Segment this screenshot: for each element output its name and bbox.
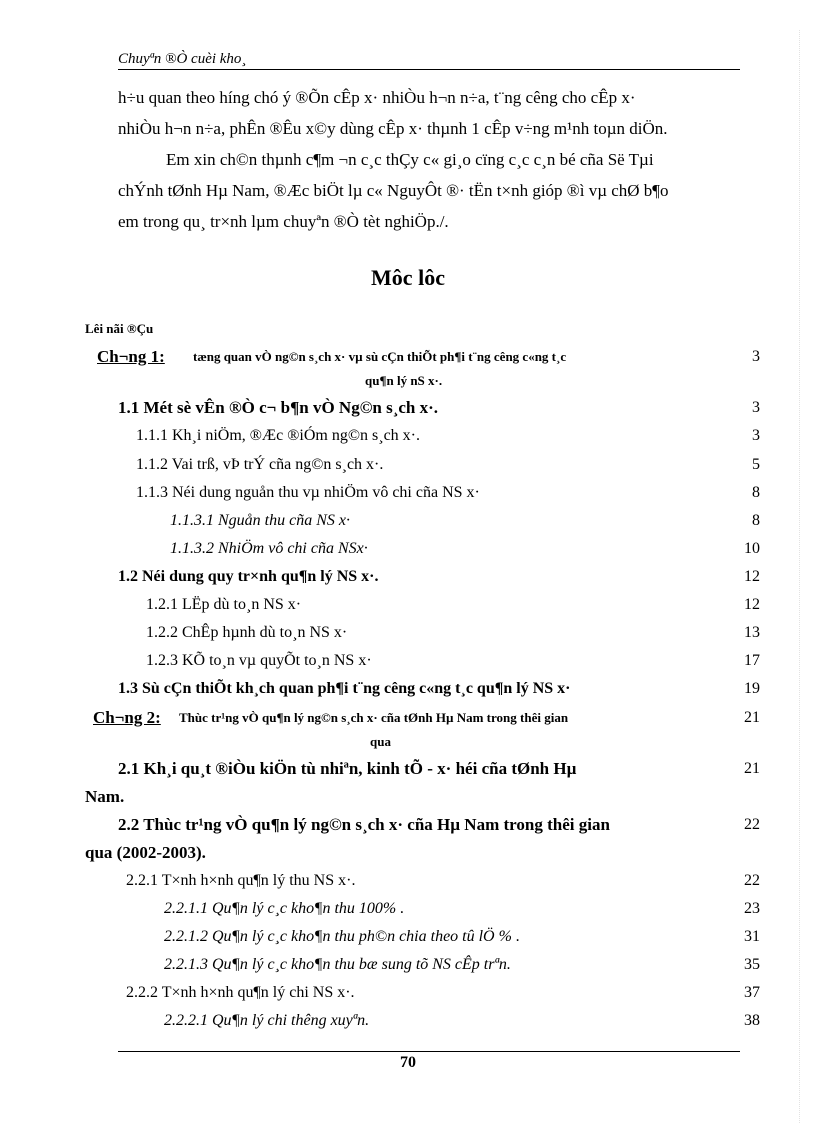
toc-page-number: 17	[744, 652, 760, 669]
toc-title: Môc lôc	[371, 265, 445, 290]
text-line: Em xin ch©n thµnh c¶m ¬n c¸c thÇy c« gi¸o cïng c¸c c¸n bé cña Së Tµi	[166, 150, 654, 169]
toc-page-number: 5	[752, 456, 760, 473]
toc-entry-text: 2.2.1.3 Qu¶n lý c¸c kho¶n thu bæ sung tõ NS cÊp trªn.	[164, 956, 511, 973]
toc-entry-1-1-1[interactable]	[85, 422, 760, 450]
toc-entry-text: 1.2 Néi dung quy tr×nh qu¶n lý NS x·.	[118, 568, 379, 585]
toc-entry-text: tæng quan vÒ ng©n s¸ch x· vµ sù cÇn thiÕt ph¶i t¨ng cêng c«ng t¸c	[193, 349, 567, 364]
running-header: Chuyªn ®Ò cuèi kho¸	[118, 50, 740, 70]
toc-entry-text-cont: qu¶n lý nS x·.	[365, 373, 443, 388]
toc-entry-2-2[interactable]	[85, 811, 760, 867]
toc-page-number: 23	[744, 900, 760, 917]
toc-entry-text: 2.2.1 T×nh h×nh qu¶n lý thu NS x·.	[126, 872, 356, 889]
toc-entry-text: 1.3 Sù cÇn thiÕt kh¸ch quan ph¶i t¨ng cêng c«ng t¸c qu¶n lý NS x·	[118, 680, 571, 697]
toc-entry-1-1-2[interactable]	[85, 451, 760, 479]
text-line: em trong qu¸ tr×nh lµm chuyªn ®Ò tèt nghiÖp./.	[118, 212, 449, 231]
page-edge	[799, 30, 800, 1123]
toc-entry-1-2-2[interactable]	[85, 619, 760, 647]
toc-page-number: 38	[744, 1012, 760, 1029]
text-line: h÷u quan theo híng chó ý ®Õn cÊp x· nhiÒu h¬n n÷a, t¨ng cêng cho cÊp x·	[118, 88, 636, 107]
toc-entry-2-2-1-1[interactable]	[85, 895, 760, 923]
toc-page-number: 31	[744, 928, 760, 945]
toc-intro-text: Lêi nãi ®Çu	[85, 321, 154, 336]
toc-page-number: 10	[744, 540, 760, 557]
toc-entry-text: Thùc tr¹ng vÒ qu¶n lý ng©n s¸ch x· cña tØnh Hµ Nam trong thêi gian	[179, 710, 569, 725]
toc-entry-1-1-3-2[interactable]	[85, 535, 760, 563]
toc-entry-text: 2.2.2 T×nh h×nh qu¶n lý chi NS x·.	[126, 984, 355, 1001]
toc-entry-1-2-3[interactable]	[85, 647, 760, 675]
toc-page-number: 22	[744, 872, 760, 889]
toc-entry-chapter-1[interactable]	[85, 343, 760, 391]
toc-entry-1-3[interactable]	[85, 675, 760, 703]
text-line: chÝnh tØnh Hµ Nam, ®Æc biÖt lµ c« NguyÔt ®· tËn t×nh gióp ®ì vµ chØ b¶o	[118, 181, 669, 200]
toc-entry-text: 1.1.3.1 Nguån thu cña NS x·	[170, 512, 350, 529]
toc-page-number: 19	[744, 680, 760, 697]
toc-entry-text: 2.2.1.1 Qu¶n lý c¸c kho¶n thu 100% .	[164, 900, 405, 917]
toc-intro[interactable]	[85, 315, 760, 343]
toc-page-number: 22	[744, 816, 760, 833]
toc-page-number: 3	[752, 427, 760, 444]
toc-entry-text: 1.1.3.2 NhiÖm vô chi cña NSx·	[170, 540, 368, 557]
toc-page-number: 13	[744, 624, 760, 641]
page-number: 70	[400, 1054, 416, 1071]
toc-page-number: 12	[744, 596, 760, 613]
toc-entry-2-2-2-1[interactable]	[85, 1007, 760, 1035]
toc-entry-1-1[interactable]	[85, 394, 760, 422]
toc-entry-text: 2.2 Thùc tr¹ng vÒ qu¶n lý ng©n s¸ch x· cña Hµ Nam trong thêi gian	[118, 815, 610, 834]
toc-entry-2-2-2[interactable]	[85, 979, 760, 1007]
toc-page-number: 8	[752, 512, 760, 529]
toc-entry-text: 2.1 Kh¸i qu¸t ®iÒu kiÖn tù nhiªn, kinh tÕ - x· héi cña tØnh Hµ	[118, 759, 577, 778]
paragraph-thanks	[118, 144, 750, 237]
toc-entry-2-2-1-3[interactable]	[85, 951, 760, 979]
chapter-label: Ch¬ng 2:	[93, 708, 161, 727]
chapter-label: Ch¬ng 1:	[97, 347, 165, 366]
toc-entry-text: 1.1.2 Vai trß, vÞ trÝ cña ng©n s¸ch x·.	[136, 456, 384, 473]
toc-page-number: 3	[752, 348, 760, 365]
toc-entry-text-cont: Nam.	[85, 787, 125, 806]
toc-entry-1-1-3-1[interactable]	[85, 507, 760, 535]
toc-entry-chapter-2[interactable]	[85, 704, 760, 752]
toc-page-number: 8	[752, 484, 760, 501]
toc-page-number: 21	[744, 709, 760, 726]
text-line: nhiÒu h¬n n÷a, phÊn ®Êu x©y dùng cÊp x· thµnh 1 cÊp v÷ng m¹nh toµn diÖn.	[118, 119, 668, 138]
toc-entry-text-cont: qua	[370, 734, 391, 749]
toc-page-number: 37	[744, 984, 760, 1001]
toc-entry-text-cont: qua (2002-2003).	[85, 843, 206, 862]
paragraph-closing	[118, 82, 750, 144]
toc-entry-text: 2.2.2.1 Qu¶n lý chi thêng xuyªn.	[164, 1012, 370, 1029]
toc-entry-2-2-1[interactable]	[85, 867, 760, 895]
footer-divider	[118, 1051, 740, 1052]
toc-entry-2-2-1-2[interactable]	[85, 923, 760, 951]
toc-entry-1-1-3[interactable]	[85, 479, 760, 507]
toc-entry-text: 1.2.3 KÕ to¸n vµ quyÕt to¸n NS x·	[146, 652, 372, 669]
toc-page-number: 21	[744, 760, 760, 777]
toc-entry-text: 2.2.1.2 Qu¶n lý c¸c kho¶n thu ph©n chia theo tû lÖ % .	[164, 928, 520, 945]
toc-entry-text: 1.2.2 ChÊp hµnh dù to¸n NS x·	[146, 624, 348, 641]
toc-entry-2-1[interactable]	[85, 755, 760, 811]
toc-entry-text: 1.2.1 LËp dù to¸n NS x·	[146, 596, 302, 613]
toc-page-number: 12	[744, 568, 760, 585]
toc-page-number: 3	[752, 399, 760, 416]
toc-entry-text: 1.1.3 Néi dung nguån thu vµ nhiÖm vô chi cña NS x·	[136, 484, 480, 501]
toc-entry-text: 1.1.1 Kh¸i niÖm, ®Æc ®iÓm ng©n s¸ch x·.	[136, 427, 420, 444]
toc-entry-text: 1.1 Mét sè vÊn ®Ò c¬ b¶n vÒ Ng©n s¸ch x·.	[118, 398, 439, 417]
toc-entry-1-2-1[interactable]	[85, 591, 760, 619]
toc-page-number: 35	[744, 956, 760, 973]
toc-entry-1-2[interactable]	[85, 563, 760, 591]
